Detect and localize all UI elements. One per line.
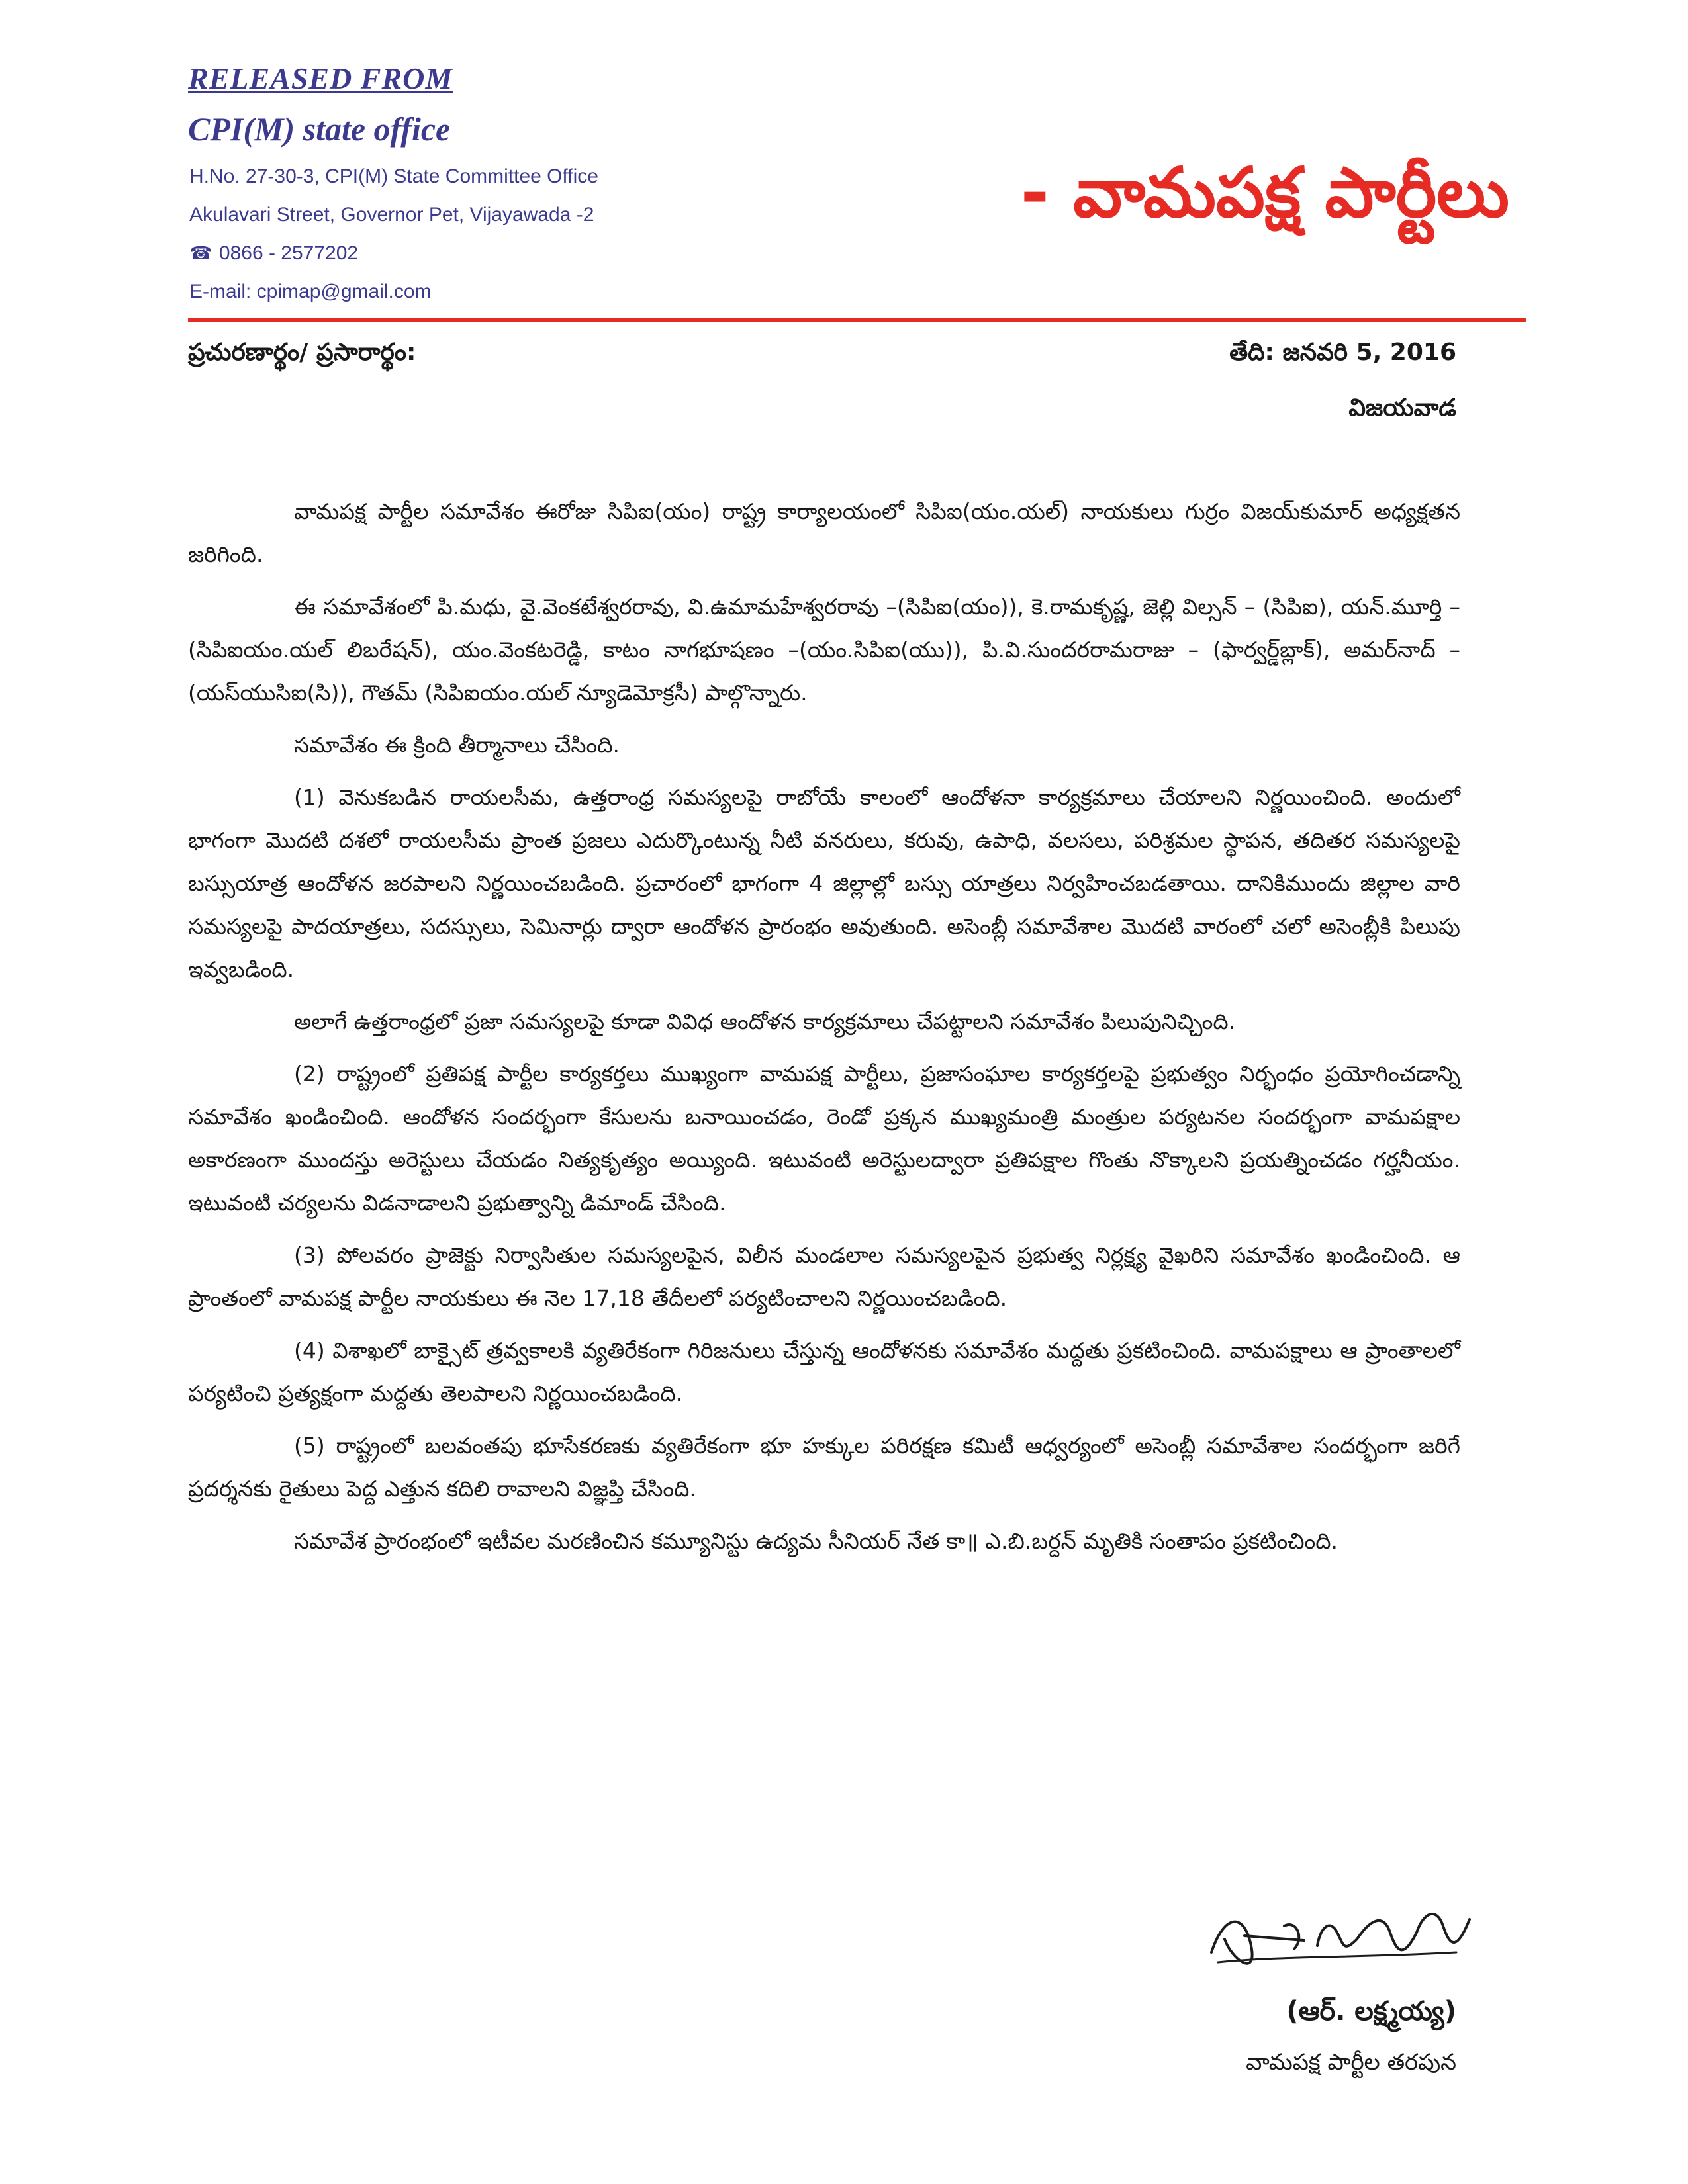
paragraph-resolution-5: (5) రాష్ట్రంలో బలవంతపు భూసేకరణకు వ్యతిరేకంగా భూ హక్కుల పరిరక్షణ కమిటీ ఆధ్వర్యంలో అసెంబ్లీ సమావేశాల సందర్భంగా జరిగే ప్రదర్శనకు రైతులు పెద్ద ఎత్తున కదిలి రావాలని విజ్ఞప్తి చేసింది. (188, 1433, 1460, 1502)
released-from-heading: RELEASED FROM (188, 62, 453, 95)
left-parties-banner: - వామపక్ష పార్టీలు (1020, 152, 1509, 233)
paragraph-intro: వామపక్ష పార్టీల సమావేశం ఈరోజు సిపిఐ(యం) రాష్ట్ర కార్యాలయంలో సిపిఐ(యం.యల్) నాయకులు గుర్రం విజయ్‌కుమార్ అధ్యక్షతన జరిగింది. (188, 498, 1460, 567)
paragraph-resolution-3: (3) పోలవరం ప్రాజెక్టు నిర్వాసితుల సమస్యలపైన, విలీన మండలాల సమస్యలపైన ప్రభుత్వ నిర్లక్ష్య వైఖరిని సమావేశం ఖండించింది. ఆ ప్రాంతంలో వామపక్ష పార్టీల నాయకులు ఈ నెల 17,18 తేదీలలో పర్యటించాలని నిర్ణయించబడింది. (188, 1242, 1460, 1311)
header-divider (188, 318, 1526, 322)
paragraph-condolence: సమావేశ ప్రారంభంలో ఇటీవల మరణించిన కమ్యూనిస్టు ఉద్యమ సీనియర్ నేత కా॥ ఎ.బి.బర్దన్ మృతికి సంతాపం ప్రకటించింది. (294, 1528, 1338, 1554)
paragraph-resolution-4: (4) విశాఖలో బాక్సైట్ త్రవ్వకాలకి వ్యతిరేకంగా గిరిజనులు చేస్తున్న ఆందోళనకు సమావేశం మద్దతు ప్రకటించింది. వామపక్షాలు ఆ ప్రాంతాలలో పర్యటించి ప్రత్యక్షంగా మద్దతు తెలపాలని నిర్ణయించబడింది. (188, 1338, 1460, 1406)
signer-name: (ఆర్. లక్ష్మయ్య) (1286, 1996, 1456, 2026)
publish-label: ప్రచురణార్థం/ ప్రసారార్థం: (188, 339, 416, 366)
paragraph-uttarandhra: అలాగే ఉత్తరాంధ్రలో ప్రజా సమస్యలపై కూడా వివిధ ఆందోళన కార్యక్రమాలు చేపట్టాలని సమావేశం పిలుపునిచ్చింది. (294, 1009, 1236, 1034)
release-body (188, 490, 1460, 1572)
paragraph-resolutions-intro: సమావేశం ఈ క్రింది తీర్మానాలు చేసింది. (294, 732, 620, 758)
office-name: CPI(M) state office (188, 111, 451, 148)
release-place: విజయవాడ (1348, 394, 1456, 422)
signer-role: వామపక్ష పార్టీల తరపున (1246, 2049, 1456, 2075)
release-date: తేది: జనవరి 5, 2016 (1229, 339, 1456, 366)
paragraph-participants: ఈ సమావేశంలో పి.మధు, వై.వెంకటేశ్వరరావు, వి.ఉమామహేశ్వరరావు –(సిపిఐ(యం)), కె.రామకృష్ణ, జెల్లి విల్సన్ – (సిపిఐ), యన్.మూర్తి – (సిపిఐయం.యల్ లిబరేషన్), యం.వెంకటరెడ్డి, కాటం నాగభూషణం –(యం.సిపిఐ(యు)), పి.వి.సుందరరామరాజు – (ఫార్వర్డ్‌బ్లాక్), అమర్‌నాద్ – (యస్‌యుసిఐ(సి)), గౌతమ్ (సిపిఐయం.యల్ న్యూడెమోక్రసీ) పాల్గొన్నారు. (188, 594, 1460, 705)
address-line-1: H.No. 27-30-3, CPI(M) State Committee Office (189, 165, 598, 187)
address-line-2: Akulavari Street, Governor Pet, Vijayawada -2 (189, 204, 594, 226)
handwritten-signature (1205, 1899, 1483, 1979)
phone-number: 0866 - 2577202 (218, 242, 359, 264)
paragraph-resolution-2: (2) రాష్ట్రంలో ప్రతిపక్ష పార్టీల కార్యకర్తలు ముఖ్యంగా వామపక్ష పార్టీలు, ప్రజాసంఘాల కార్యకర్తలపై ప్రభుత్వం నిర్భంధం ప్రయోగించడాన్ని సమావేశం ఖండించింది. ఆందోళన సందర్భంగా కేసులను బనాయించడం, రెండో ప్రక్కన ముఖ్యమంత్రి మంత్రుల పర్యటనల సందర్భంగా వామపక్షాల అకారణంగా ముందస్తు అరెస్టులు చేయడం నిత్యకృత్యం అయ్యింది. ఇటువంటి అరెస్టులద్వారా ప్రతిపక్షాల గొంతు నొక్కాలని ప్రయత్నించడం గర్హనీయం. ఇటువంటి చర్యలను విడనాడాలని ప్రభుత్వాన్ని డిమాండ్ చేసింది. (188, 1061, 1460, 1216)
phone-line (189, 242, 358, 265)
email-line: E-mail: cpimap@gmail.com (189, 281, 432, 302)
paragraph-resolution-1: (1) వెనుకబడిన రాయలసీమ, ఉత్తరాంధ్ర సమస్యలపై రాబోయే కాలంలో ఆందోళనా కార్యక్రమాలు చేయాలని నిర్ణయించింది. అందులో భాగంగా మొదటి దశలో రాయలసీమ ప్రాంత ప్రజలు ఎదుర్కొంటున్న నీటి వనరులు, కరువు, ఉపాధి, వలసలు, పరిశ్రమల స్థాపన, తదితర సమస్యలపై బస్సుయాత్ర ఆందోళన జరపాలని నిర్ణయించబడింది. ప్రచారంలో భాగంగా 4 జిల్లాల్లో బస్సు యాత్రలు నిర్వహించబడతాయి. దానికిముందు జిల్లాల వారి సమస్యలపై పాదయాత్రలు, సదస్సులు, సెమినార్లు ద్వారా ఆందోళన ప్రారంభం అవుతుంది. అసెంబ్లీ సమావేశాల మొదటి వారంలో చలో అసెంబ్లీకి పిలుపు ఇవ్వబడింది. (188, 784, 1460, 982)
telephone-icon: ☎ (189, 243, 212, 263)
